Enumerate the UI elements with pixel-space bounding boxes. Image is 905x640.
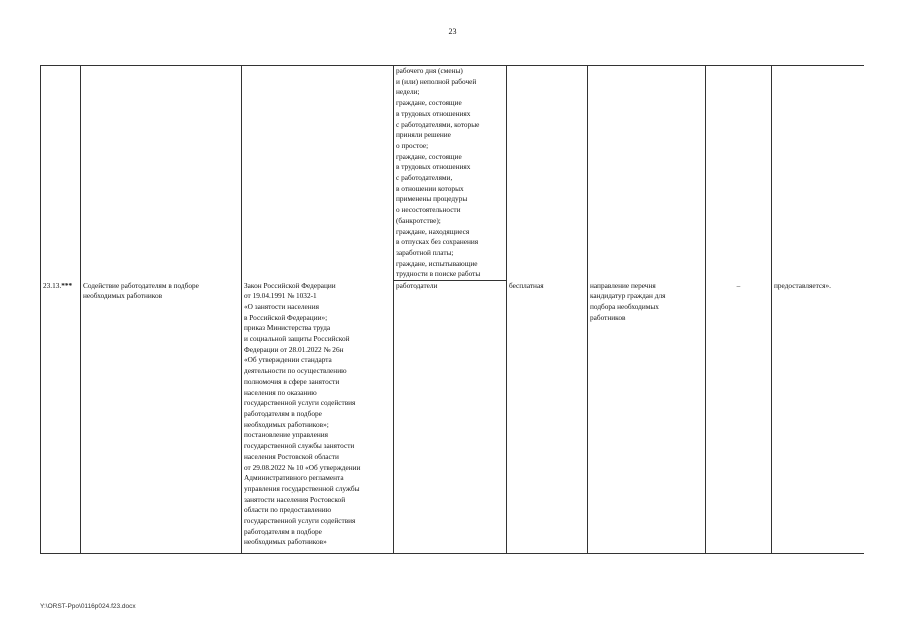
cell-legal-basis — [242, 281, 394, 554]
row-number: 23.13. — [43, 280, 62, 290]
page-number: 23 — [448, 27, 457, 36]
cell-dash — [706, 281, 772, 554]
cell-payment-top — [507, 66, 588, 281]
note-text: предоставляется». — [774, 280, 831, 290]
cell-service-name-top — [81, 66, 242, 281]
recipients-text: работодатели — [396, 281, 438, 291]
result-text: направление перечня кандидатур граждан для подбора необходимых работников — [590, 280, 666, 322]
cell-legal-basis-top — [242, 66, 394, 281]
cell-recipients — [394, 281, 507, 554]
services-table — [40, 65, 864, 554]
cell-payment — [507, 281, 588, 554]
table-row-23-13 — [41, 281, 864, 554]
cell-result-top — [588, 66, 706, 281]
cell-recipients-continued — [394, 66, 507, 281]
cell-note — [772, 281, 864, 554]
legal-basis-text: Закон Российской Федерации от 19.04.1991 № 1032-1 «О занятости населения в Российской Федерации»; приказ Министерства труда и социальной защиты Российской Федерации от 28.01.2022 № 26н «Об утверждении стандарта деятельности по осуществлению полномочия в сфере занятости населения по оказанию государственной услуги содействия работодателям в подборе необходимых работников»; постановление управления государственной службы занятости населения Ростовской области от 29.08.2022 № 10 «Об утверждении Административного регламента управления государственной службы занятости населения Ростовской области по предоставлению государственной услуги содействия работодателям в подборе необходимых работников» — [244, 280, 361, 547]
cell-note-top — [772, 66, 864, 281]
service-name: Содействие работодателям в подборе необходимых работников — [83, 280, 199, 301]
footer-file-path: Y:\ORST-Ppo\0116p024.f23.docx — [40, 603, 136, 610]
cell-row-number — [41, 281, 81, 554]
cell-dash-top — [706, 66, 772, 281]
row-number-suffix: *** — [61, 280, 73, 290]
recipients-continued-text: рабочего дня (смены) и (или) неполной рабочей недели; граждане, состоящие в трудовых отношениях с работодателями, которые приняли решение о простое; граждане, состоящие в трудовых отношениях с работодателями, в отношении которых применены процедуры о несостоятельности (банкротстве); граждане, находящиеся в отпусках без сохранения заработной платы; граждане, испытывающие трудности в поиске работы — [396, 66, 481, 279]
dash-text: – — [736, 280, 741, 290]
cell-result — [588, 281, 706, 554]
cell-row-number-top — [41, 66, 81, 281]
table-row-continuation — [41, 66, 864, 281]
payment-text: бесплатная — [509, 280, 544, 290]
cell-service-name — [81, 281, 242, 554]
